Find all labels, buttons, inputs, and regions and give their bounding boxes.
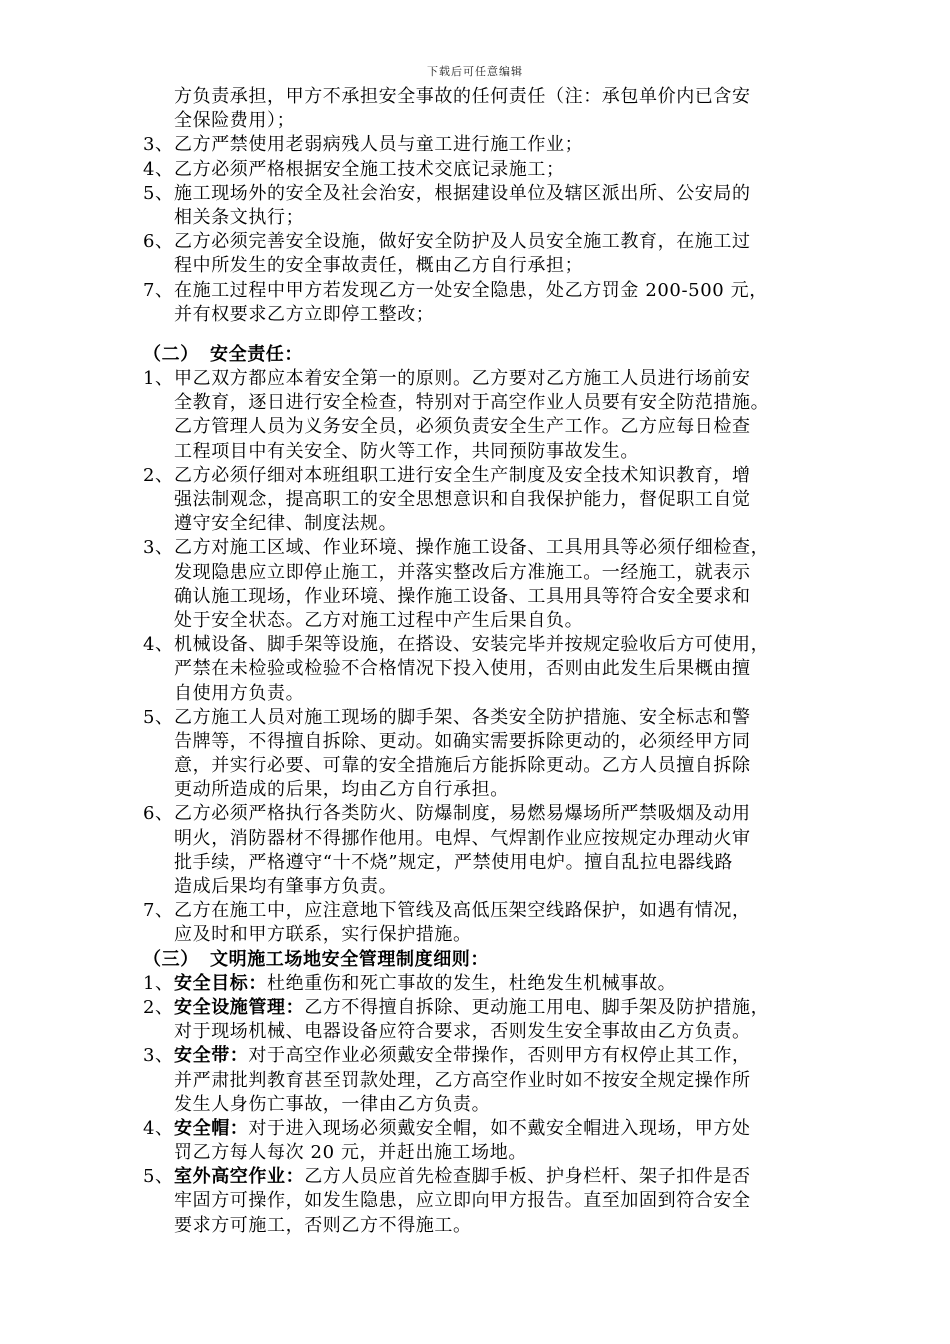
page-header: 下载后可任意编辑: [427, 65, 523, 78]
list-item: [143, 536, 838, 633]
item-text: 发现隐患应立即停止施工，并落实整改后方准施工。一经施工，就表示: [174, 561, 751, 583]
section-heading: （三） 文明施工场地安全管理制度细则：: [143, 948, 489, 970]
item-text: 乙方人员应首先检查脚手板、护身栏杆、架子扣件是否: [304, 1166, 751, 1188]
item-label: 室外高空作业：: [174, 1166, 305, 1188]
item-text: 相关条文执行；: [174, 206, 305, 228]
item-text: 全教育，逐日进行安全检查，特别对于高空作业人员要有安全防范措施。: [174, 392, 770, 414]
item-text: 乙方对施工区域、作业环境、操作施工设备、工具用具等必须仔细检查，: [174, 537, 770, 559]
item-text: 程中所发生的安全事故责任，概由乙方自行承担；: [174, 255, 584, 277]
item-number: 2、: [143, 996, 174, 1018]
item-text: 遵守安全纪律、制度法规。: [174, 513, 398, 535]
item-text: 乙方必须严格执行各类防火、防爆制度，易燃易爆场所严禁吸烟及动用: [174, 803, 751, 825]
item-text: 乙方严禁使用老弱病残人员与童工进行施工作业；: [174, 134, 584, 156]
item-text: 强法制观念，提高职工的安全思想意识和自我保护能力，督促职工自觉: [174, 489, 751, 510]
item-text: 对于现场机械、电器设备应符合要求，否则发生安全事故由乙方负责。: [174, 1021, 751, 1043]
item-text: 甲乙双方都应本着安全第一的原则。乙方要对乙方施工人员进行场前安: [174, 368, 751, 390]
item-label: 安全目标：: [174, 972, 267, 994]
item-text: 乙方管理人员为义务安全员，必须负责安全生产工作。乙方应每日检查: [174, 416, 751, 438]
list-item: [143, 899, 838, 947]
item-text: 在施工过程中甲方若发现乙方一处安全隐患，处乙方罚金 200-500 元，: [174, 279, 768, 301]
item-text: 更动所造成的后果，均由乙方自行承担。: [174, 779, 509, 801]
item-text: 造成后果均有肇事方负责。: [174, 876, 398, 897]
item-text: 自使用方负责。: [174, 682, 305, 704]
list-item: [143, 1117, 838, 1165]
list-item: [143, 367, 838, 464]
item-number: 6、: [143, 803, 174, 825]
item-text: 机械设备、脚手架等设施，在搭设、安装完毕并按规定验收后方可使用，: [174, 634, 770, 656]
list-item: [143, 633, 838, 706]
item-number: 5、: [143, 706, 174, 728]
list-item: [143, 158, 838, 182]
item-number: 5、: [143, 1166, 174, 1188]
item-text: 确认施工现场，作业环境、操作施工设备、工具用具等符合安全要求和: [174, 585, 751, 607]
item-number: 5、: [143, 182, 174, 204]
item-number: 3、: [143, 537, 174, 559]
item-text: 牢固方可操作，如发生隐患，应立即向甲方报告。直至加固到符合安全: [174, 1190, 751, 1212]
list-item: [143, 972, 838, 996]
item-text: 处于安全状态。乙方对施工过程中产生后果自负。: [174, 609, 584, 631]
item-label: 安全带：: [174, 1045, 249, 1067]
item-text: 发生人身伤亡事故，一律由乙方负责。: [174, 1093, 491, 1115]
list-item: [143, 802, 838, 899]
list-item: [143, 706, 838, 803]
item-text: 对于进入现场必须戴安全帽，如不戴安全帽进入现场，甲方处: [248, 1117, 751, 1139]
item-number: 1、: [143, 368, 174, 390]
item-number: 1、: [143, 972, 174, 994]
item-text: 乙方不得擅自拆除、更动施工用电、脚手架及防护措施，: [304, 996, 770, 1018]
item-text: 乙方在施工中，应注意地下管线及高低压架空线路保护，如遇有情况，: [174, 900, 751, 922]
item-text: 告牌等，不得擅自拆除、更动。如确实需要拆除更动的，必须经甲方同: [174, 730, 751, 752]
item-text: 并有权要求乙方立即停工整改；: [174, 303, 435, 325]
item-text: 意，并实行必要、可靠的安全措施后方能拆除更动。乙方人员擅自拆除: [174, 755, 751, 777]
item-text: 乙方必须仔细对本班组职工进行安全生产制度及安全技术知识教育，增: [174, 464, 751, 486]
item-number: 4、: [143, 1117, 174, 1139]
item-text: 乙方必须完善安全设施，做好安全防护及人员安全施工教育，在施工过: [174, 231, 751, 253]
list-item: [143, 182, 838, 230]
item-text: 批手续，严格遵守“十不烧”规定，严禁使用电炉。擅自乱拉电器线路: [174, 851, 734, 873]
list-item: [143, 996, 838, 1044]
intro-line: 方负责承担，甲方不承担安全事故的任何责任（注：承包单价内已含安: [174, 86, 751, 107]
item-text: 乙方施工人员对施工现场的脚手架、各类安全防护措施、安全标志和警: [174, 706, 751, 728]
list-item: [143, 464, 838, 537]
item-number: 4、: [143, 158, 174, 180]
document-body: [143, 85, 838, 1238]
item-number: 4、: [143, 634, 174, 656]
section-heading: （二） 安全责任：: [143, 343, 303, 365]
item-number: 7、: [143, 279, 174, 301]
item-label: 安全设施管理：: [174, 996, 305, 1018]
list-item: [143, 1165, 838, 1238]
item-number: 6、: [143, 231, 174, 253]
item-text: 罚乙方每人每次 20 元，并赶出施工场地。: [174, 1142, 527, 1164]
item-text: 并严肃批判教育甚至罚款处理，乙方高空作业时如不按安全规定操作所: [174, 1069, 751, 1091]
item-text: 应及时和甲方联系，实行保护措施。: [174, 924, 472, 946]
list-item: [143, 133, 838, 157]
item-number: 7、: [143, 900, 174, 922]
item-text: 明火，消防器材不得挪作他用。电焊、气焊割作业应按规定办理动火审: [174, 827, 751, 849]
item-text: 要求方可施工，否则乙方不得施工。: [174, 1214, 472, 1236]
list-item: [143, 279, 838, 327]
item-text: 乙方必须严格根据安全施工技术交底记录施工；: [174, 158, 565, 180]
item-label: 安全帽：: [174, 1117, 249, 1139]
item-text: 工程项目中有关安全、防火等工作，共同预防事故发生。: [174, 440, 639, 462]
list-item: [143, 230, 838, 278]
item-text: 施工现场外的安全及社会治安，根据建设单位及辖区派出所、公安局的: [174, 182, 751, 204]
item-text: 严禁在未检验或检验不合格情况下投入使用，否则由此发生后果概由擅: [174, 658, 751, 680]
item-number: 3、: [143, 134, 174, 156]
item-text: 杜绝重伤和死亡事故的发生，杜绝发生机械事故。: [267, 972, 677, 994]
list-item: [143, 1044, 838, 1117]
item-number: 3、: [143, 1045, 174, 1067]
item-text: 对于高空作业必须戴安全带操作，否则甲方有权停止其工作，: [248, 1045, 751, 1067]
item-number: 2、: [143, 464, 174, 486]
intro-line: 全保险费用）；: [174, 110, 296, 132]
